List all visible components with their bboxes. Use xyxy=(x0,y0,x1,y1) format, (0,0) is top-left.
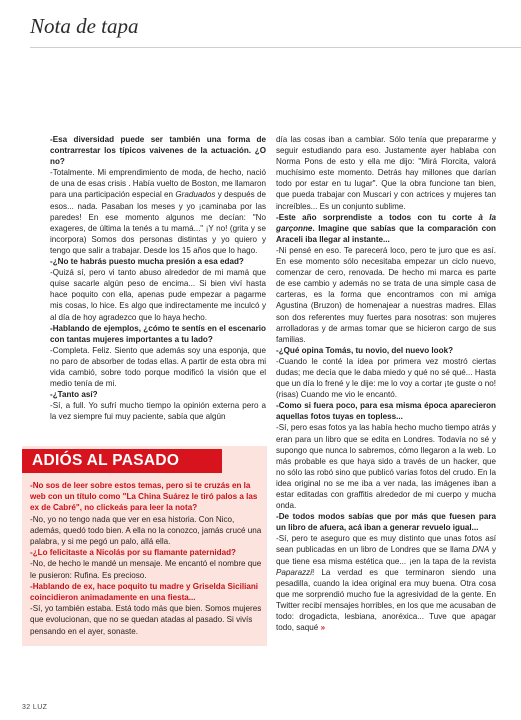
sidebar-title: ADIÓS AL PASADO xyxy=(32,452,180,469)
interview-answer xyxy=(276,245,496,345)
interview-question: -Esa diversidad puede ser también una forma de contrarrestar los típicos vaivenes de la actuación. ¿O no? xyxy=(50,135,266,167)
sidebar-question: -Hablando de ex, hace poquito tu madre y Griselda Siciliani coincidieron animadamente en una fiesta... xyxy=(30,581,259,603)
interview-question: -De todos modos sabías que por más que fuesen para un libro de afuera, acá iban a generar revuelo igual... xyxy=(276,512,496,533)
sidebar-body xyxy=(30,480,262,637)
sidebar-answer: -No, de hecho le mandé un mensaje. Me encantó el nombre que le pusieron: Rufina. Es precioso. xyxy=(30,559,262,580)
text-run: y que tiene esa misma estética que... ¡en la tapa de la revista xyxy=(276,545,496,566)
text-run: -Ni pensé en eso. Te parecerá loco, pero te juro que es así. En ese momento sólo necesitaba empezar un ciclo nuevo, comenzar de cero, renovada. De hecho mi marca es parte de ese cambio y además no se trata de una simple casa de carteras, es la forma que encontramos con mi amiga Agustina (Bruzon) de homenajear a nuestras madres. Ellas son dos referentes muy fuertes para nosotras: son mujeres arrolladoras y de armas tomar que se hicieron cargo de sus familias. xyxy=(276,245,496,344)
interview-question: -¿Qué opina Tomás, tu novio, del nuevo look? xyxy=(276,345,454,355)
text-run: día las cosas iban a cambiar. Sólo tenía que prepararme y seguir estudiando para eso. Justamente ayer hablaba con Norma Pons de esto y ella me dijo: "Mirá Florcita, valorá muchísimo este momento. Detrás hay millones que darían todo por estar en tu lugar". Que la obra funcione tan bien, que pueda trabajar con Muscari y con actrices y mujeres tan increíbles... Es un conjunto sublime. xyxy=(276,135,496,211)
text-run: -Este año sorprendiste a todos con tu corte xyxy=(276,212,479,222)
sidebar-answer: -No, yo no tengo nada que ver en esa historia. Con Nico, además, quedó todo bien. A ella no la conozco, jamás crucé una palabra, y si me pegó un palo, allá ella. xyxy=(30,514,262,547)
page-header xyxy=(0,0,521,58)
text-run: -Cuando le conté la idea por primera vez mostró ciertas dudas; me decía que le daba miedo y qué no sé qué... Hasta que un día lo frené y le dije: me lo voy a cortar ¡te guste o no! (risas) Cuando me vio le encantó. xyxy=(276,356,497,400)
interview-answer xyxy=(276,533,496,633)
interview-answer xyxy=(50,400,266,422)
interview-answer xyxy=(50,345,266,389)
interview-answer xyxy=(276,134,496,212)
text-run: -Completa. Feliz. Siento que además soy una esponja, que no paro de absorber de todas ellas. A partir de esta obra mi vida cambió, sobre todo porque modificó la visión que el medio tenía de mi. xyxy=(50,345,266,389)
interview-question: -Hablando de ejemplos, ¿cómo te sentís en el escenario con tantas mujeres importantes a tu lado? xyxy=(50,323,266,344)
italic-title: Paparazzi xyxy=(276,567,312,577)
italic-title: Graduados xyxy=(175,190,216,200)
sidebar-question: -No sos de leer sobre estos temas, pero si te cruzás en la web con un título como "La China Suárez le tiró palos a las ex de Cabré", no clickeás para leer la nota? xyxy=(30,481,258,513)
sidebar-answer: -Sí, yo también estaba. Está todo más que bien. Somos mujeres que evolucionan, que no se quedan atadas al pasado. Si vivís pensando en el ayer, sonaste. xyxy=(30,604,262,636)
header-divider xyxy=(30,47,521,48)
interview-answer xyxy=(50,167,266,256)
text-run: ! La verdad es que terminaron siendo una pesadilla, cuando la idea original era muy buena. Otra cosa que me sorprendió mucho fue la agresividad de la gente. En Twitter recibí mensajes horribles, en los que me acusaban de todo: drogadicta, lesbiana, anoréxica... Tuve que apagar todo, saqué xyxy=(276,567,496,633)
interview-question: -Como si fuera poco, para esa misma época aparecieron aquellas fotos tuyas en topless... xyxy=(276,401,496,422)
interview-question: -¿No te habrás puesto mucha presión a esa edad? xyxy=(50,257,244,267)
interview-answer xyxy=(276,356,496,400)
italic-title: à la garçonne xyxy=(276,212,496,233)
text-run: -Sí, pero te aseguro que es muy distinto que unas fotos así sean publicadas en un libro de Londres que se llama xyxy=(276,534,496,555)
text-run: -Quizá sí, pero vi tanto abuso alrededor de mi mamá que quise sacarle algún peso de encima... Si bien viví hasta hace poquito con ella, apenas pude empezar a pagarme mis cosas, lo hice. Es algo que indirectamente me inculcó y al día de hoy agradezco que lo haya hecho. xyxy=(50,268,266,322)
interview-question xyxy=(276,212,496,245)
text-run: y después de esos... nada. Pasaban los meses y yo ¡caminaba por las paredes! En ese momento algunos me decían: "No exageres, de última la tenés a tu mamá..." ¡Y no! (grita y se incorpora) Somos dos personas distintas y yo quiero y tengo que salir a trabajar. Desde los 15 años que lo hago. xyxy=(50,190,266,255)
page-folio: 32 LUZ xyxy=(22,704,48,711)
interview-answer xyxy=(276,422,496,511)
interview-answer xyxy=(50,267,266,322)
text-run: -Totalmente. Mi emprendimiento de moda, de hecho, nació de una de esas crisis . Había vuelto de Boston, me llamaron para una participación especial en xyxy=(50,168,266,200)
interview-question: -¿Tanto así? xyxy=(50,390,98,400)
section-title: Nota de tapa xyxy=(30,14,139,38)
article-column-right xyxy=(276,134,496,633)
text-run: -Sí, pero esas fotos ya las había hecho mucho tiempo atrás y eran para un libro que se edita en Londres. Todavía no sé y supongo que nunca lo sabremos, cómo llegaron a la web. Lo más probable es que haya sido a través de un hacker, que no sólo las robó sino que publicó varias fotos del crudo. En la idea original no se me iba a ver nada, las imágenes iban a estar editadas con graffitis alrededor de mi cuerpo y mucha onda. xyxy=(276,423,497,511)
italic-title: DNA xyxy=(472,545,490,555)
continues-arrow-icon: » xyxy=(320,623,326,633)
text-run: . Imagine que sabías que la comparación con Araceli iba llegar al instante... xyxy=(276,223,496,244)
text-run: -Sí, a full. Yo sufrí mucho tiempo la opinión externa pero a la vez siempre fui muy paciente, sabía que algún xyxy=(50,401,266,422)
sidebar-question: -¿Lo felicitaste a Nicolás por su flamante paternidad? xyxy=(30,548,236,558)
article-column-left xyxy=(50,134,266,422)
